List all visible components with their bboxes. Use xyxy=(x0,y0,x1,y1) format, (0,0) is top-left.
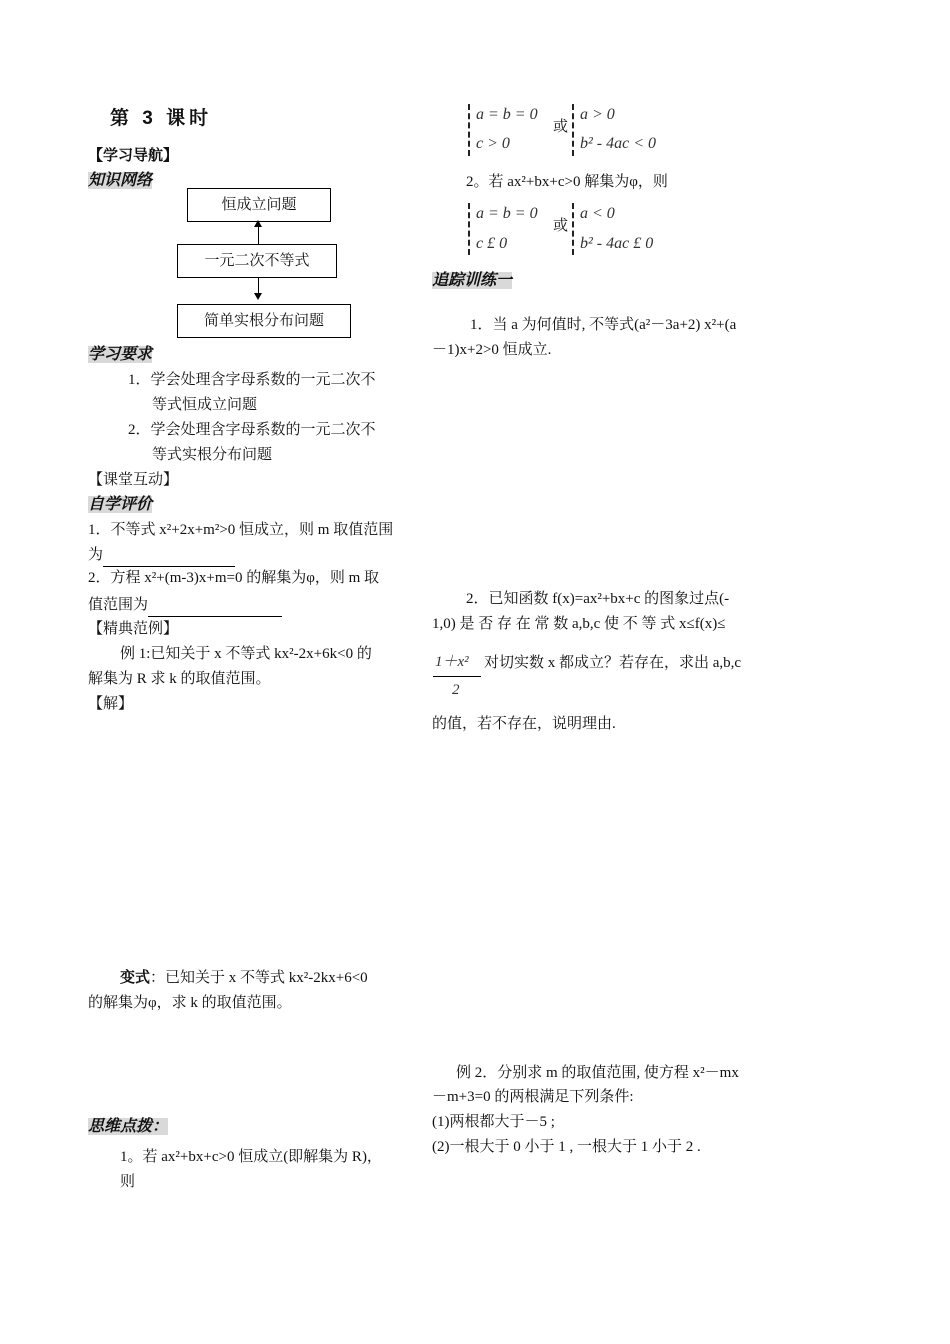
system2-b-line2: b² - 4ac £ 0 xyxy=(580,235,654,252)
system1-a-line2: c > 0 xyxy=(476,135,510,152)
brace-right-2 xyxy=(572,203,574,255)
tracking-2-line2: 1,0) 是 否 存 在 常 数 a,b,c 使 不 等 式 x≤f(x)≤ xyxy=(432,616,726,632)
self-eval-header: 自学评价 xyxy=(88,496,153,513)
fraction-numerator: 1＋x² xyxy=(435,654,469,670)
solution-label: 【解】 xyxy=(88,696,134,712)
fraction-bar xyxy=(433,676,481,677)
requirements-header: 学习要求 xyxy=(88,346,153,363)
requirement-2-line1: 2．学会处理含字母系数的一元二次不 xyxy=(128,422,376,438)
system1-or: 或 xyxy=(553,119,569,135)
fraction-denominator: 2 xyxy=(452,682,460,698)
tracking-header: 追踪训练一 xyxy=(432,272,513,289)
flow-arrow-down xyxy=(258,277,259,293)
example-1-line2: 解集为 R 求 k 的取值范围。 xyxy=(88,671,271,687)
system1-b-line1: a > 0 xyxy=(580,106,615,123)
variant-line2: 的解集为φ，求 k 的取值范围。 xyxy=(88,995,292,1011)
example-2-line2: －m+3=0 的两根满足下列条件: xyxy=(432,1089,634,1105)
variant-line1: 变式：已知关于 x 不等式 kx²-2kx+6<0 xyxy=(120,970,368,986)
flow-box-1: 恒成立问题 xyxy=(187,188,331,222)
system2-a-line2: c £ 0 xyxy=(476,235,508,252)
system1-a-line1: a = b = 0 xyxy=(476,106,538,123)
example-2-line1: 例 2．分别求 m 的取值范围, 使方程 x²－mx xyxy=(456,1065,739,1081)
lesson-title: 第 3 课时 xyxy=(110,108,213,129)
thinking-1-line1: 1。若 ax²+bx+c>0 恒成立(即解集为 R)， xyxy=(120,1149,382,1165)
system2-a-line1: a = b = 0 xyxy=(476,205,538,222)
knowledge-header: 知识网络 xyxy=(88,172,153,189)
tracking-1-line1: 1．当 a 为何值时, 不等式(a²－3a+2) x²+(a xyxy=(470,317,737,333)
system1-b-line2: b² - 4ac < 0 xyxy=(580,135,657,152)
requirement-1-line2: 等式恒成立问题 xyxy=(152,397,258,413)
example-2-condition-1: (1)两根都大于－5 ; xyxy=(432,1114,555,1130)
question-1-line1: 1．不等式 x²+2x+m²>0 恒成立，则 m 取值范围 xyxy=(88,522,394,538)
system2-b-line1: a < 0 xyxy=(580,205,615,222)
thinking-2: 2。若 ax²+bx+c>0 解集为φ，则 xyxy=(466,174,668,190)
tracking-2-line4: 的值，若不存在，说明理由. xyxy=(432,716,616,732)
tracking-1-line2: －1)x+2>0 恒成立. xyxy=(432,342,552,358)
example-2-condition-2: (2)一根大于 0 小于 1 , 一根大于 1 小于 2 . xyxy=(432,1139,701,1155)
question-1-line2: 为 xyxy=(88,543,235,567)
question-2-line2: 值范围为 xyxy=(88,593,282,617)
arrow-down-icon xyxy=(254,293,262,300)
thinking-header: 思维点拨： xyxy=(88,1118,169,1135)
answer-blank-2[interactable] xyxy=(148,598,282,617)
guide-header: 【学习导航】 xyxy=(88,148,179,164)
interaction-header: 【课堂互动】 xyxy=(88,472,179,488)
brace-left-1 xyxy=(468,104,470,156)
flow-box-3: 简单实根分布问题 xyxy=(177,304,351,338)
tracking-2-line3: 对切实数 x 都成立？若存在，求出 a,b,c xyxy=(484,655,742,671)
examples-header: 【精典范例】 xyxy=(88,621,179,637)
thinking-1-line2: 则 xyxy=(120,1174,136,1190)
requirement-1-line1: 1．学会处理含字母系数的一元二次不 xyxy=(128,372,376,388)
brace-left-2 xyxy=(468,203,470,255)
system2-or: 或 xyxy=(553,218,569,234)
question-2-line1: 2．方程 x²+(m-3)x+m=0 的解集为φ，则 m 取 xyxy=(88,570,380,586)
answer-blank-1[interactable] xyxy=(103,548,235,567)
arrow-up-icon xyxy=(254,220,262,227)
flow-arrow-up xyxy=(258,226,259,244)
brace-right-1 xyxy=(572,104,574,156)
flow-box-2: 一元二次不等式 xyxy=(177,244,337,278)
example-1-line1: 例 1:已知关于 x 不等式 kx²-2x+6k<0 的 xyxy=(120,646,372,662)
requirement-2-line2: 等式实根分布问题 xyxy=(152,447,273,463)
tracking-2-line1: 2．已知函数 f(x)=ax²+bx+c 的图象过点(- xyxy=(466,591,730,607)
